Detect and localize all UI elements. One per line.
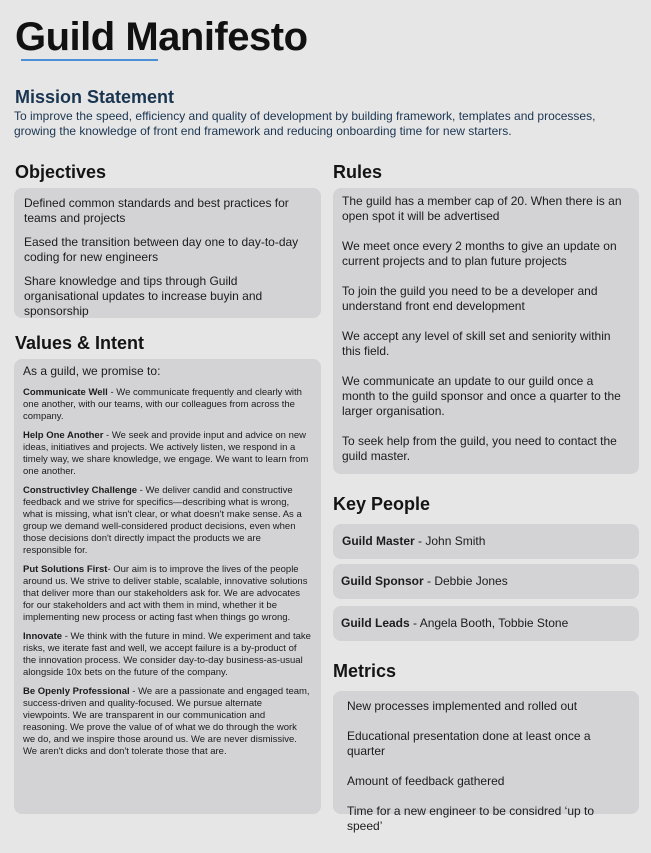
value-item [23,430,311,478]
value-title: Constructivley Challenge [23,485,138,496]
objective-item: Share knowledge and tips through Guild organisational updates to increase buyin and sponsorship [24,274,263,318]
rule-item: The guild has a member cap of 20. When there is an open spot it will be advertised [342,194,622,223]
rule-item: We accept any level of skill set and seniority within this field. [342,329,611,358]
value-item [23,387,311,423]
value-title: Innovate [23,631,63,642]
person-role: Guild Sponsor [341,574,424,588]
metric-item: New processes implemented and rolled out [347,699,578,713]
rule-item: We meet once every 2 months to give an update on current projects and to plan future projects [342,239,617,268]
title-underline [21,59,158,61]
metric-item: Amount of feedback gathered [347,774,505,788]
value-text: - We communicate frequently and clearly with one another, with our teams, with our colleagues from across the company. [23,387,302,422]
metrics-heading: Metrics [333,661,397,681]
mission-text: To improve the speed, efficiency and quality of development by building framework, templates and processes, growing the knowledge of front end framework and reducing onboarding time for new starters. [14,109,596,138]
objectives-heading: Objectives [15,162,107,182]
key-person-card [333,564,639,599]
values-intro: As a guild, we promise to: [23,364,161,378]
value-text: - We seek and provide input and advice on new ideas, initiatives and projects. We actively listen, we respond in a timely way, we share knowledge, we engage. We want to learn from one another. [23,430,309,477]
rule-item: We communicate an update to our guild once a month to the guild sponsor and once a quarter to the larger organisation. [342,374,621,418]
rule-item: To seek help from the guild, you need to contact the guild master. [342,434,617,463]
key-person-card [333,606,639,641]
person-name: - John Smith [414,534,486,548]
rules-box [333,188,639,474]
value-title: Put Solutions First [23,564,108,575]
metric-item: Time for a new engineer to be considred ‘up to speed’ [347,804,595,833]
key-people-heading: Key People [333,494,431,514]
values-box [14,359,321,814]
rule-item: To join the guild you need to be a developer and understand front end development [342,284,598,313]
value-item [23,564,311,624]
value-title: Be Openly Professional [23,686,130,697]
metrics-box [333,691,639,833]
value-item [23,686,311,758]
value-title: Help One Another [23,430,104,441]
values-heading: Values & Intent [15,333,145,353]
person-name: - Debbie Jones [423,574,508,588]
key-person-card [333,524,639,559]
objective-item: Defined common standards and best practices for teams and projects [24,196,289,225]
value-text: - Our aim is to improve the lives of the people around us. We strive to deliver stable, scalable, innovative solutions that deliver more than our stakeholders ask for. We are advocates for our stakeholders and act with them in mind, whether it be implementing new process or acting fast when things go wrong. [23,564,308,623]
rules-heading: Rules [333,162,383,182]
objective-item: Eased the transition between day one to day-to-day coding for new engineers [24,235,299,264]
value-text: - We deliver candid and constructive feedback and we strive for specifics—describing what is wrong, what is missing, what isn't clear, or what doesn't make sense. As a group we demand well-considered product decisions, even when those decisions don't directly impact the products we are responsible for. [23,485,302,556]
value-text: - We think with the future in mind. We experiment and take risks, we iterate fast and well, we accept failure is a by-product of the innovation process. We consider day-to-day business-as-usual alongside 10x bets on the future of the company. [23,631,311,678]
person-role: Guild Master [342,534,415,548]
metric-item: Educational presentation done at least once a quarter [347,729,591,758]
value-title: Communicate Well [23,387,108,398]
value-item [23,631,311,679]
person-role: Guild Leads [341,616,410,630]
objectives-box [14,188,321,318]
value-text: - We are a passionate and engaged team, success-driven and quality-focused. We pursue alternate viewpoints. We are transparent in our communication and reasoning. We prove the value of of what we do through the work we do, and we inspire those around us. We are never dismissive. We aren't dicks and don't tolerate those that are. [23,686,310,757]
mission-heading: Mission Statement [15,87,175,107]
person-name: - Angela Booth, Tobbie Stone [409,616,569,630]
page-title: Guild Manifesto [15,15,308,59]
value-item [23,485,311,557]
